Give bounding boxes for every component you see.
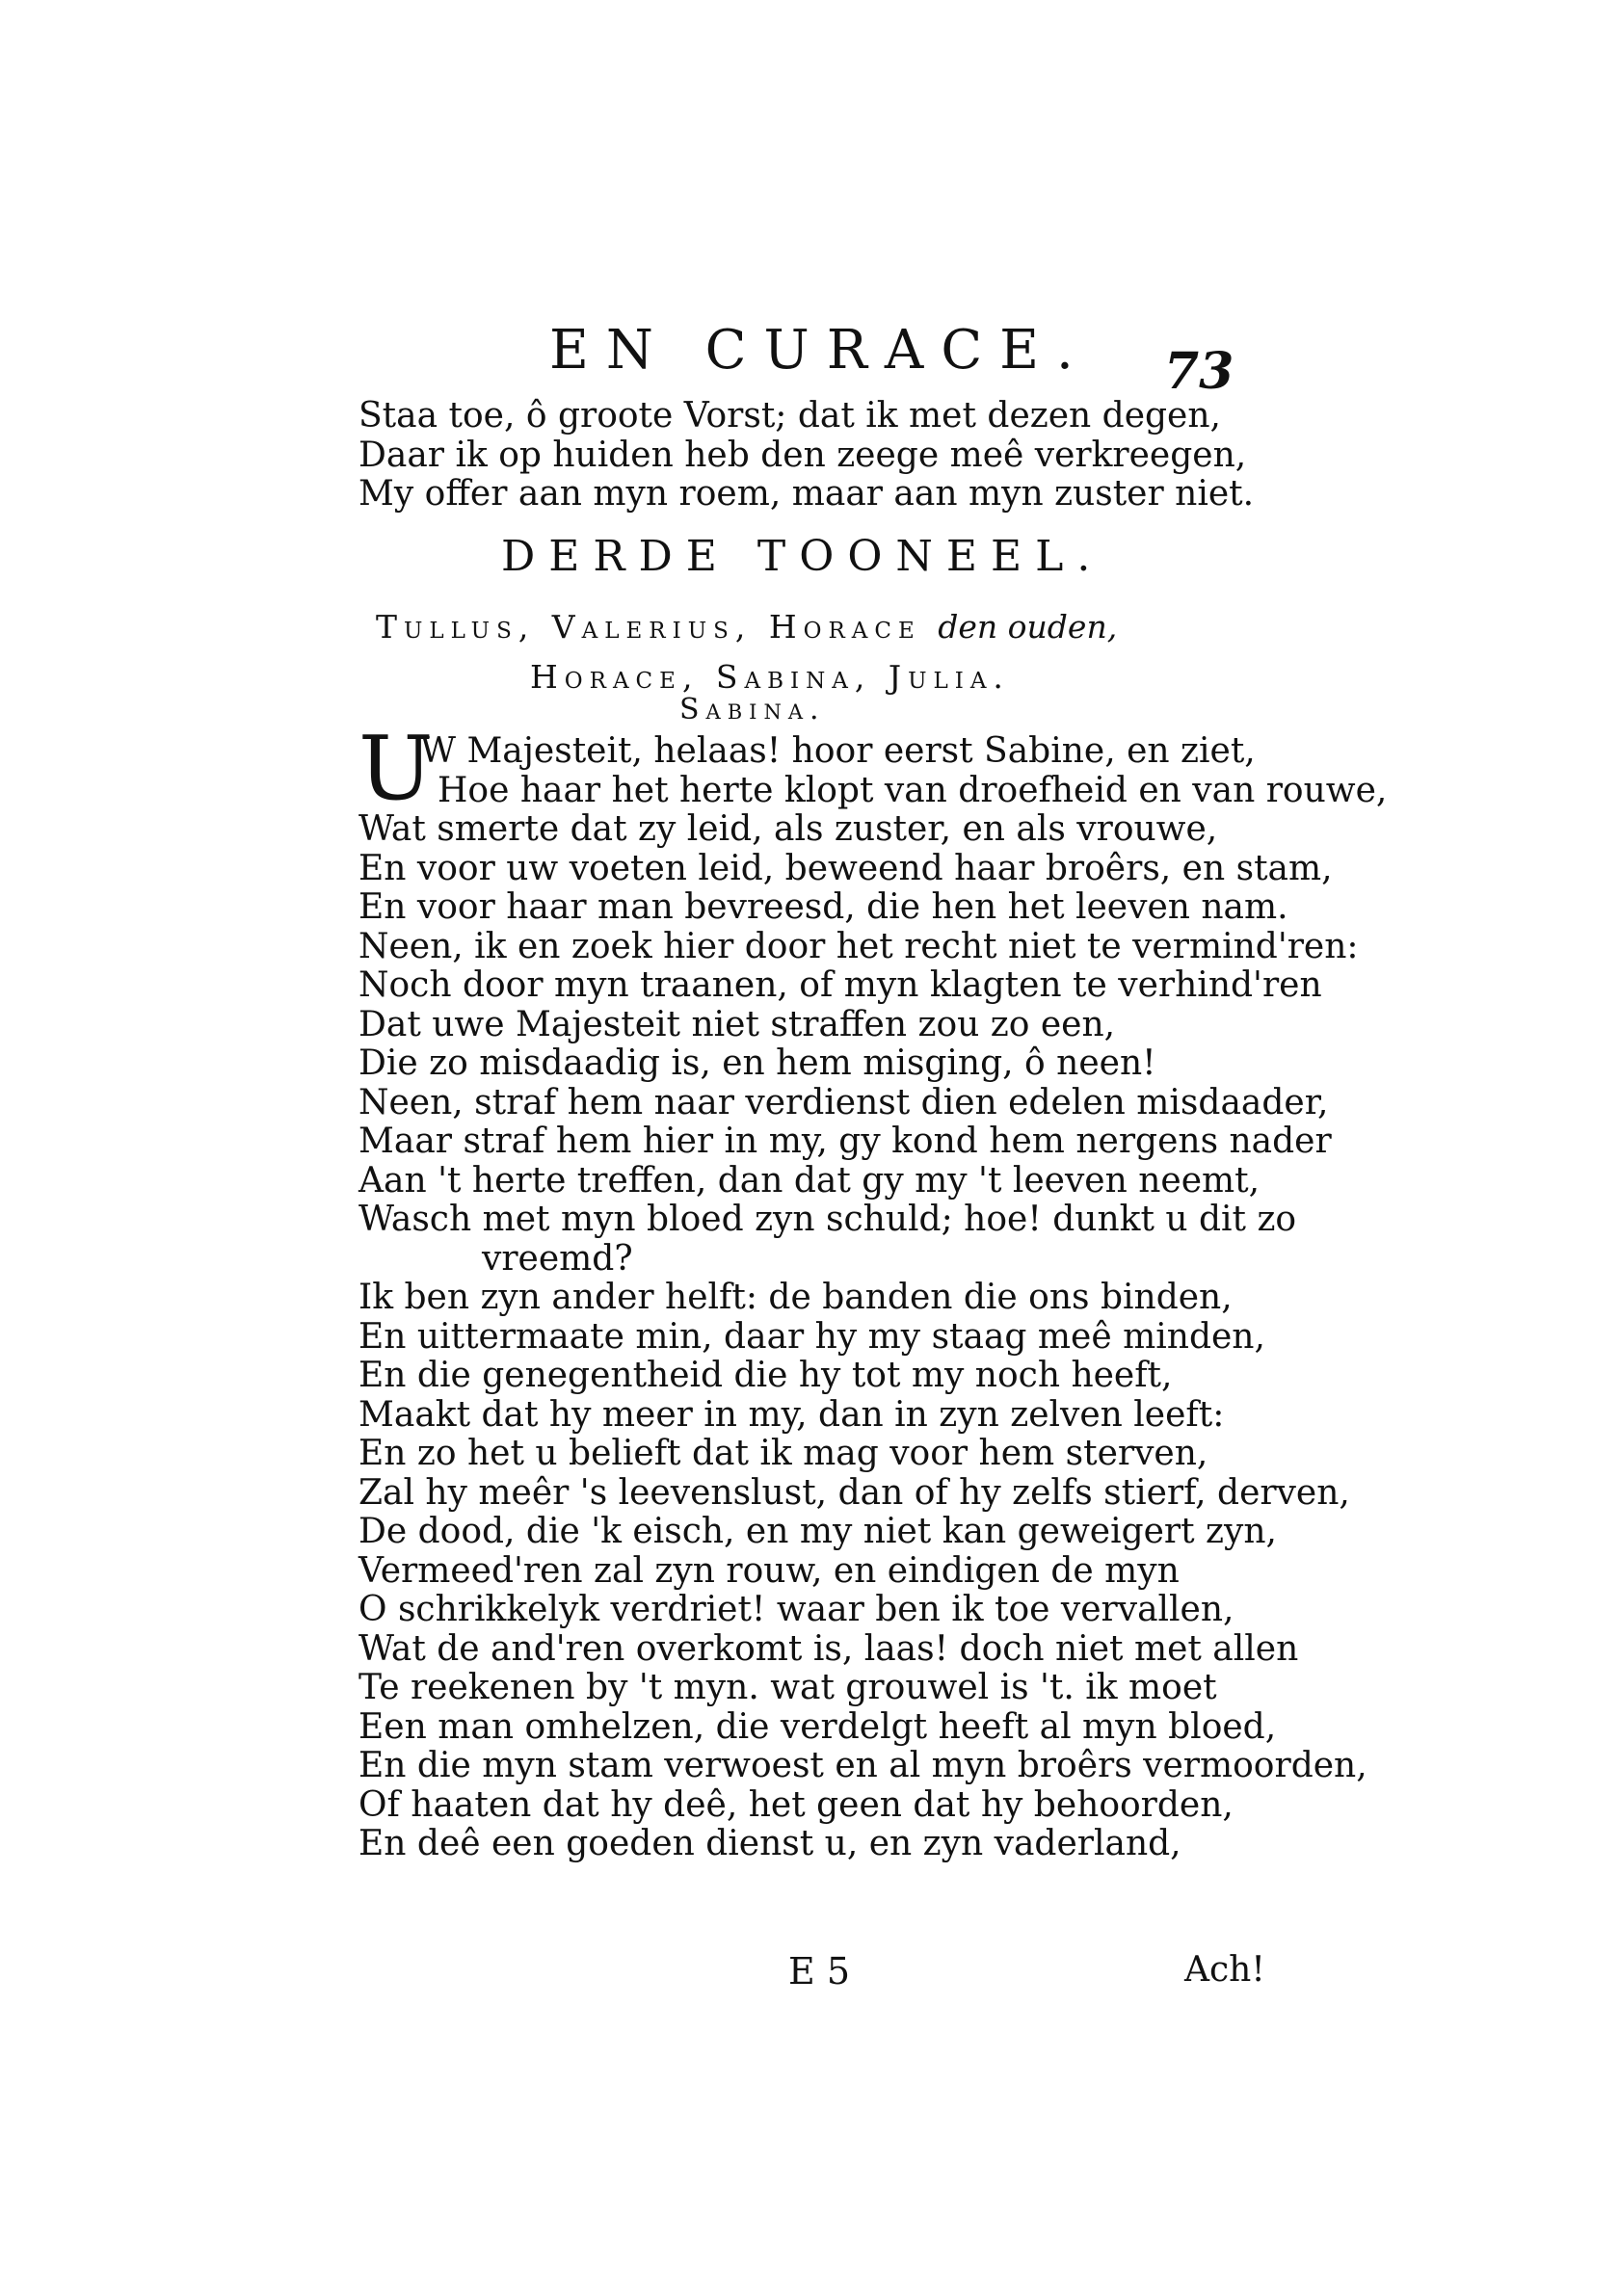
speaker-name: Sabina. bbox=[679, 693, 826, 726]
scene-heading: DERDE TOONEEL. bbox=[501, 532, 1104, 581]
verse-line: O schrikkelyk verdriet! waar ben ik toe vervallen, bbox=[358, 1590, 1234, 1629]
verse-line: En die myn stam verwoest en al myn broêrs vermoorden, bbox=[358, 1746, 1367, 1785]
drop-cap: U bbox=[358, 717, 434, 820]
verse-line: Vermeed'ren zal zyn rouw, en eindigen de myn bbox=[358, 1550, 1180, 1591]
cast-line-1 bbox=[376, 602, 1282, 652]
verse-line: Daar ik op huiden heb den zeege meê verkreegen, bbox=[358, 435, 1247, 475]
verse-line: Neen, straf hem naar verdienst dien edelen misdaader, bbox=[358, 1082, 1329, 1122]
verse-line: Die zo misdaadig is, en hem misging, ô neen! bbox=[358, 1043, 1156, 1083]
verse-line: En deê een goeden dienst u, en zyn vaderland, bbox=[358, 1824, 1181, 1863]
verse-line: Hoe haar het herte klopt van droefheid en van rouwe, bbox=[438, 770, 1388, 810]
verse-line: Staa toe, ô groote Vorst; dat ik met dezen degen, bbox=[358, 396, 1221, 435]
speech-block bbox=[358, 731, 1388, 1864]
verse-line: Wat smerte dat zy leid, als zuster, en als vrouwe, bbox=[358, 809, 1218, 849]
verse-line: My offer aan myn roem, maar aan myn zuster niet. bbox=[358, 474, 1255, 514]
running-title: EN CURACE. bbox=[549, 319, 1091, 382]
signature-mark: E 5 bbox=[788, 1950, 850, 1993]
verse-line: De dood, die 'k eisch, en my niet kan geweigert zyn, bbox=[358, 1512, 1277, 1551]
cast-line-2: Horace, Sabina, Julia. bbox=[530, 658, 1010, 696]
verse-line: Maakt dat hy meer in my, dan in zyn zelven leeft: bbox=[358, 1394, 1225, 1435]
verse-line: Ik ben zyn ander helft: de banden die ons binden, bbox=[358, 1278, 1233, 1317]
verse-line: Neen, ik en zoek hier door het recht niet te vermind'ren: bbox=[358, 926, 1359, 966]
verse-line: Te reekenen by 't myn. wat grouwel is 't. ik moet bbox=[358, 1668, 1217, 1707]
page-number: 73 bbox=[1164, 342, 1234, 401]
verse-block-top bbox=[358, 397, 1284, 515]
cast-list bbox=[376, 602, 1282, 702]
verse-line: Maar straf hem hier in my, gy kond hem nergens nader bbox=[358, 1122, 1332, 1161]
verse-line: Aan 't herte treffen, dan dat gy my 't leeven neemt, bbox=[358, 1160, 1261, 1201]
verse-line-continuation: vreemd? bbox=[482, 1238, 633, 1279]
verse-line: Noch door myn traanen, of myn klagten te verhind'ren bbox=[358, 965, 1322, 1005]
cast-names: Tullus, Valerius, Horace bbox=[376, 608, 921, 646]
verse-line: W Majesteit, helaas! hoor eerst Sabine, en ziet, bbox=[420, 731, 1256, 771]
verse-line: Wat de and'ren overkomt is, laas! doch niet met allen bbox=[358, 1628, 1299, 1669]
catchword: Ach! bbox=[1184, 1950, 1265, 1990]
verse-line: Dat uwe Majesteit niet straffen zou zo een, bbox=[358, 1004, 1116, 1044]
verse-line: En uittermaate min, daar hy my staag meê minden, bbox=[358, 1316, 1265, 1357]
verse-line: En die genegentheid die hy tot my noch heeft, bbox=[358, 1356, 1173, 1395]
verse-line: Of haaten dat hy deê, het geen dat hy behoorden, bbox=[358, 1784, 1234, 1825]
verse-line: Wasch met myn bloed zyn schuld; hoe! dunkt u dit zo bbox=[358, 1200, 1297, 1239]
verse-line: Zal hy meêr 's leevenslust, dan of hy zelfs stierf, derven, bbox=[358, 1472, 1350, 1513]
verse-line: En voor haar man bevreesd, die hen het leeven nam. bbox=[358, 887, 1288, 927]
verse-line: Een man omhelzen, die verdelgt heeft al myn bloed, bbox=[358, 1706, 1277, 1747]
cast-qualifier: den ouden, bbox=[938, 608, 1118, 646]
verse-line: En voor uw voeten leid, beweend haar broêrs, en stam, bbox=[358, 848, 1333, 888]
verse-line: En zo het u belieft dat ik mag voor hem sterven, bbox=[358, 1434, 1208, 1473]
